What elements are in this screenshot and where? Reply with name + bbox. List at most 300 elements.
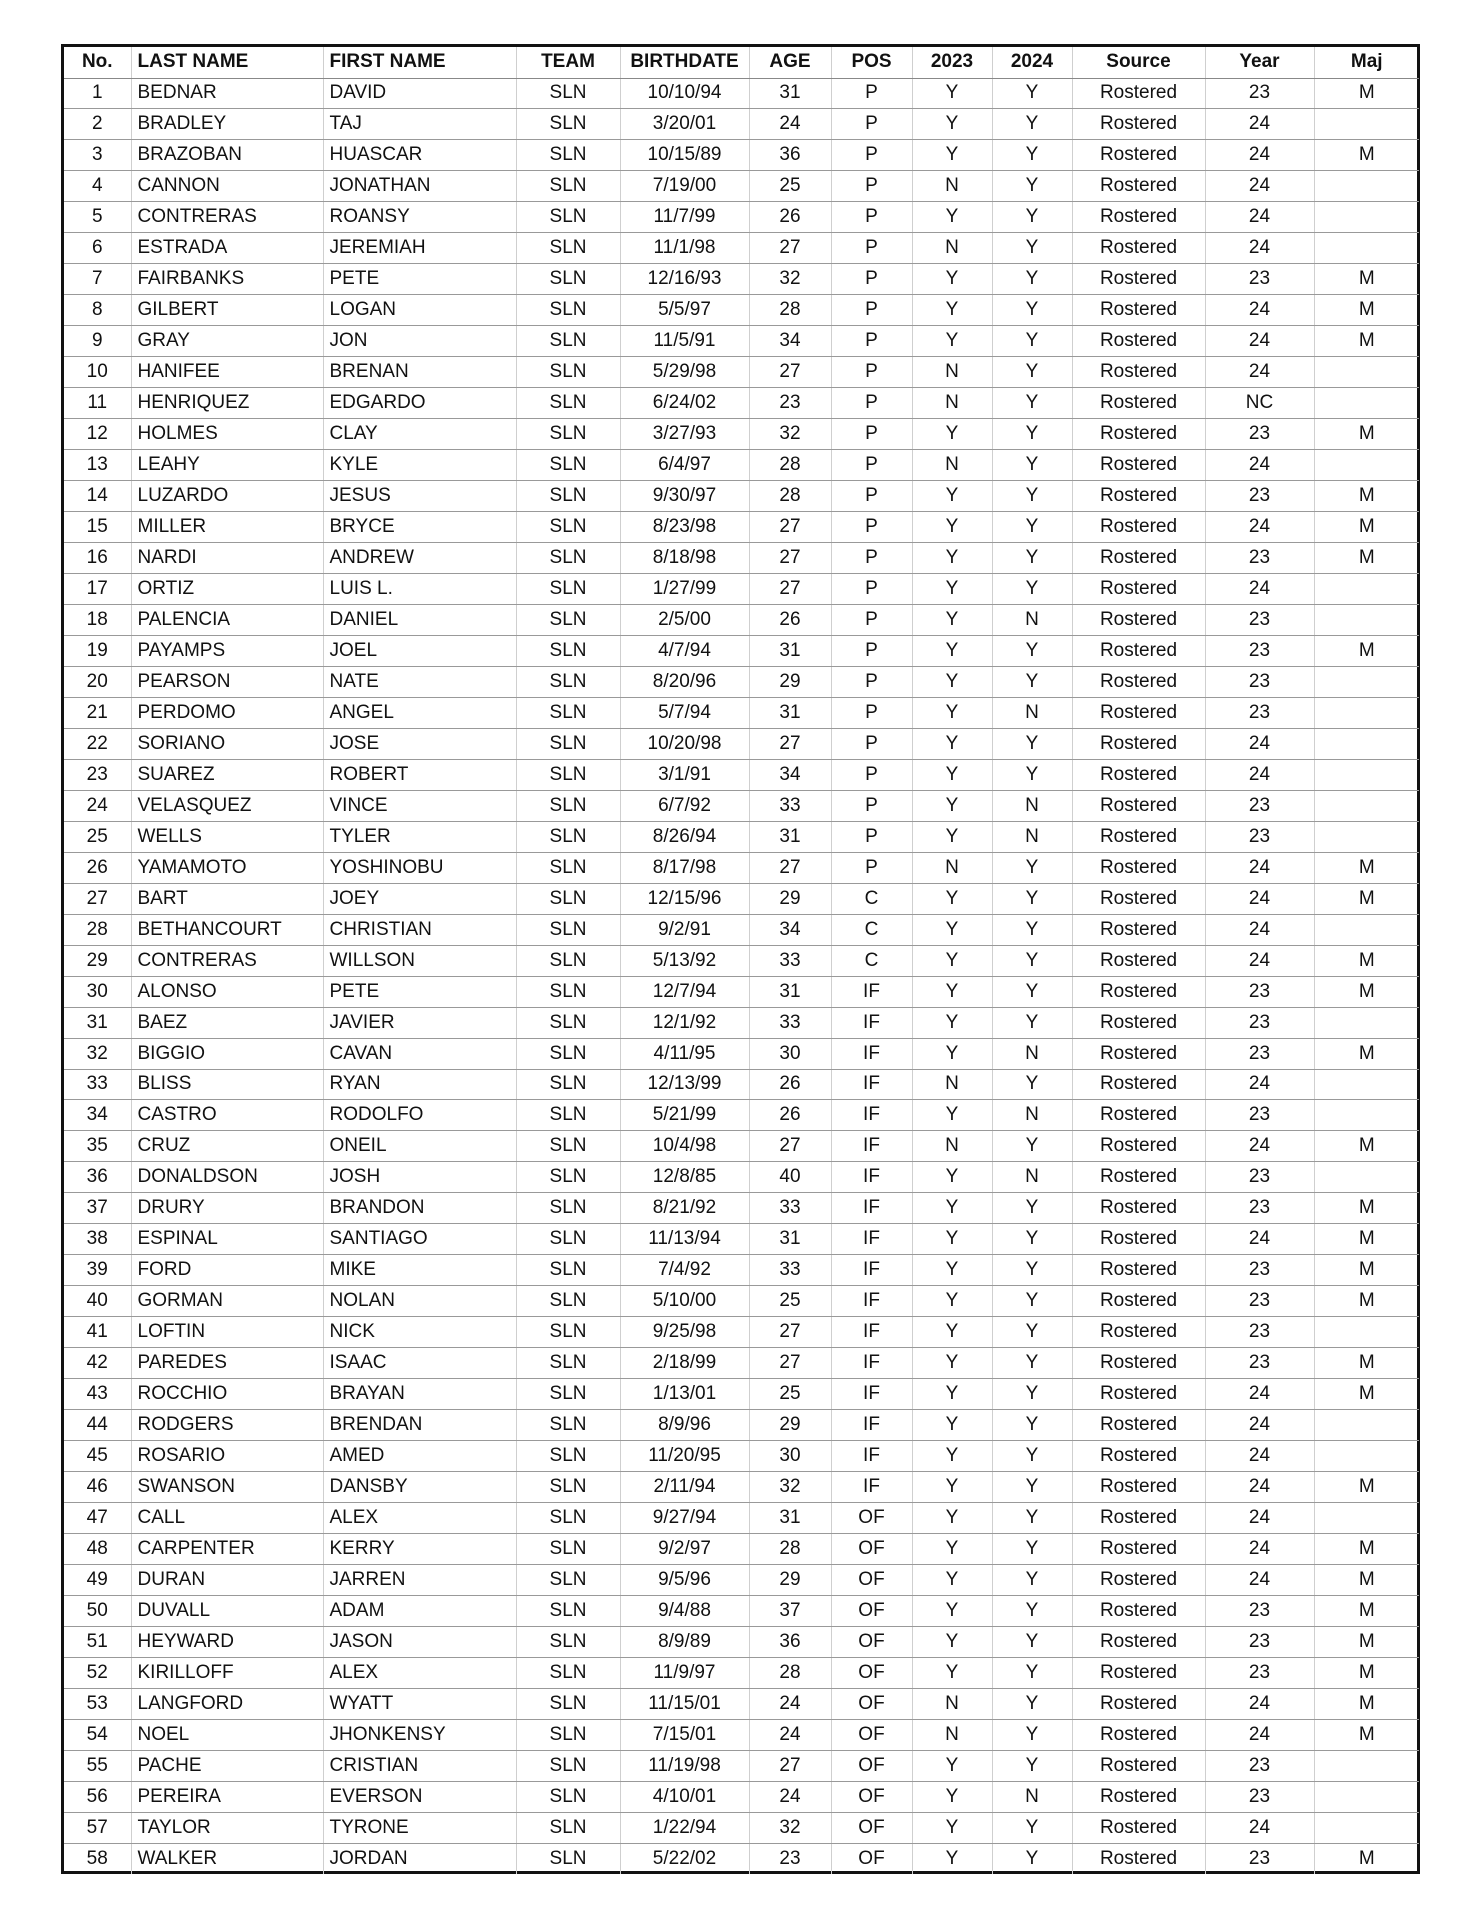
- cell-source: Rostered: [1072, 1224, 1205, 1255]
- cell-team: SLN: [516, 1565, 620, 1596]
- cell-no: 18: [64, 604, 131, 635]
- table-row: [64, 1317, 1419, 1348]
- cell-first-name: ALEX: [323, 1503, 516, 1534]
- cell-last-name: ROCCHIO: [131, 1379, 323, 1410]
- cell-maj: [1314, 1441, 1419, 1472]
- cell-2024: Y: [992, 326, 1072, 357]
- cell-2024: Y: [992, 1410, 1072, 1441]
- cell-source: Rostered: [1072, 1688, 1205, 1719]
- cell-first-name: CHRISTIAN: [323, 914, 516, 945]
- cell-first-name: ANGEL: [323, 697, 516, 728]
- cell-no: 30: [64, 976, 131, 1007]
- cell-source: Rostered: [1072, 852, 1205, 883]
- cell-birthdate: 2/18/99: [620, 1348, 749, 1379]
- cell-age: 24: [749, 109, 831, 140]
- cell-2024: Y: [992, 1007, 1072, 1038]
- cell-year: 23: [1205, 1286, 1314, 1317]
- cell-maj: M: [1314, 1534, 1419, 1565]
- cell-pos: OF: [831, 1719, 912, 1750]
- cell-pos: P: [831, 171, 912, 202]
- cell-pos: OF: [831, 1565, 912, 1596]
- roster-body: [64, 78, 1419, 1874]
- header-team: TEAM: [516, 47, 620, 78]
- cell-no: 1: [64, 78, 131, 109]
- cell-age: 33: [749, 945, 831, 976]
- cell-2024: Y: [992, 1812, 1072, 1843]
- header-first-name: FIRST NAME: [323, 47, 516, 78]
- cell-age: 32: [749, 419, 831, 450]
- cell-2023: Y: [912, 1007, 992, 1038]
- cell-age: 28: [749, 295, 831, 326]
- cell-last-name: DRURY: [131, 1193, 323, 1224]
- cell-year: 24: [1205, 1688, 1314, 1719]
- cell-age: 32: [749, 1812, 831, 1843]
- cell-2023: Y: [912, 543, 992, 574]
- cell-2024: Y: [992, 1688, 1072, 1719]
- cell-source: Rostered: [1072, 78, 1205, 109]
- cell-age: 28: [749, 481, 831, 512]
- cell-2024: N: [992, 1162, 1072, 1193]
- cell-maj: M: [1314, 264, 1419, 295]
- cell-2024: Y: [992, 1565, 1072, 1596]
- cell-team: SLN: [516, 1503, 620, 1534]
- cell-first-name: DAVID: [323, 78, 516, 109]
- cell-pos: IF: [831, 1069, 912, 1100]
- cell-team: SLN: [516, 666, 620, 697]
- cell-2023: Y: [912, 202, 992, 233]
- cell-age: 26: [749, 604, 831, 635]
- table-row: [64, 728, 1419, 759]
- cell-age: 30: [749, 1441, 831, 1472]
- cell-first-name: LOGAN: [323, 295, 516, 326]
- cell-last-name: CRUZ: [131, 1131, 323, 1162]
- cell-no: 57: [64, 1812, 131, 1843]
- cell-age: 27: [749, 1317, 831, 1348]
- cell-first-name: EDGARDO: [323, 388, 516, 419]
- cell-no: 55: [64, 1750, 131, 1781]
- header-maj: Maj: [1314, 47, 1419, 78]
- cell-2023: N: [912, 450, 992, 481]
- cell-year: 23: [1205, 1843, 1314, 1874]
- cell-first-name: NICK: [323, 1317, 516, 1348]
- cell-2024: Y: [992, 357, 1072, 388]
- cell-first-name: MIKE: [323, 1255, 516, 1286]
- cell-no: 45: [64, 1441, 131, 1472]
- cell-last-name: ESPINAL: [131, 1224, 323, 1255]
- cell-team: SLN: [516, 109, 620, 140]
- cell-pos: P: [831, 78, 912, 109]
- cell-first-name: KYLE: [323, 450, 516, 481]
- cell-maj: M: [1314, 1224, 1419, 1255]
- cell-year: 24: [1205, 852, 1314, 883]
- cell-2024: Y: [992, 945, 1072, 976]
- cell-last-name: SUAREZ: [131, 759, 323, 790]
- cell-year: 23: [1205, 78, 1314, 109]
- cell-pos: IF: [831, 1162, 912, 1193]
- cell-last-name: PEARSON: [131, 666, 323, 697]
- table-row: [64, 171, 1419, 202]
- cell-maj: M: [1314, 1379, 1419, 1410]
- cell-2023: Y: [912, 821, 992, 852]
- cell-pos: P: [831, 666, 912, 697]
- cell-year: 23: [1205, 1255, 1314, 1286]
- cell-source: Rostered: [1072, 326, 1205, 357]
- table-row: [64, 574, 1419, 605]
- cell-last-name: CANNON: [131, 171, 323, 202]
- cell-source: Rostered: [1072, 1534, 1205, 1565]
- table-row: [64, 976, 1419, 1007]
- cell-team: SLN: [516, 1719, 620, 1750]
- header-age: AGE: [749, 47, 831, 78]
- cell-no: 51: [64, 1626, 131, 1657]
- cell-birthdate: 11/5/91: [620, 326, 749, 357]
- cell-age: 32: [749, 264, 831, 295]
- cell-no: 26: [64, 852, 131, 883]
- cell-year: 24: [1205, 109, 1314, 140]
- cell-first-name: TYRONE: [323, 1812, 516, 1843]
- cell-first-name: PETE: [323, 264, 516, 295]
- cell-age: 27: [749, 852, 831, 883]
- cell-team: SLN: [516, 976, 620, 1007]
- cell-year: 23: [1205, 1348, 1314, 1379]
- cell-source: Rostered: [1072, 481, 1205, 512]
- cell-pos: OF: [831, 1595, 912, 1626]
- cell-2024: Y: [992, 233, 1072, 264]
- cell-pos: P: [831, 326, 912, 357]
- cell-pos: IF: [831, 976, 912, 1007]
- cell-2024: N: [992, 790, 1072, 821]
- cell-year: 23: [1205, 1007, 1314, 1038]
- cell-team: SLN: [516, 883, 620, 914]
- cell-year: 24: [1205, 512, 1314, 543]
- cell-source: Rostered: [1072, 1100, 1205, 1131]
- cell-maj: [1314, 666, 1419, 697]
- cell-year: 23: [1205, 1193, 1314, 1224]
- cell-last-name: NOEL: [131, 1719, 323, 1750]
- cell-pos: P: [831, 295, 912, 326]
- cell-birthdate: 11/13/94: [620, 1224, 749, 1255]
- cell-pos: IF: [831, 1472, 912, 1503]
- cell-2024: Y: [992, 1379, 1072, 1410]
- cell-last-name: RODGERS: [131, 1410, 323, 1441]
- table-row: [64, 1565, 1419, 1596]
- table-row: [64, 1379, 1419, 1410]
- cell-2024: Y: [992, 481, 1072, 512]
- cell-first-name: JOSE: [323, 728, 516, 759]
- cell-first-name: CRISTIAN: [323, 1750, 516, 1781]
- cell-year: 23: [1205, 635, 1314, 666]
- cell-birthdate: 5/13/92: [620, 945, 749, 976]
- cell-source: Rostered: [1072, 264, 1205, 295]
- cell-first-name: JESUS: [323, 481, 516, 512]
- cell-age: 36: [749, 140, 831, 171]
- cell-2024: Y: [992, 295, 1072, 326]
- cell-pos: IF: [831, 1255, 912, 1286]
- cell-team: SLN: [516, 1100, 620, 1131]
- cell-no: 22: [64, 728, 131, 759]
- cell-team: SLN: [516, 1193, 620, 1224]
- cell-pos: P: [831, 419, 912, 450]
- cell-team: SLN: [516, 78, 620, 109]
- cell-first-name: LUIS L.: [323, 574, 516, 605]
- cell-birthdate: 2/11/94: [620, 1472, 749, 1503]
- table-row: [64, 1193, 1419, 1224]
- cell-age: 33: [749, 790, 831, 821]
- table-row: [64, 914, 1419, 945]
- cell-pos: OF: [831, 1750, 912, 1781]
- cell-year: 23: [1205, 1038, 1314, 1069]
- cell-first-name: JASON: [323, 1626, 516, 1657]
- cell-no: 24: [64, 790, 131, 821]
- cell-source: Rostered: [1072, 202, 1205, 233]
- cell-first-name: VINCE: [323, 790, 516, 821]
- table-row: [64, 357, 1419, 388]
- cell-team: SLN: [516, 1472, 620, 1503]
- cell-2024: Y: [992, 976, 1072, 1007]
- cell-year: 24: [1205, 1131, 1314, 1162]
- cell-year: 24: [1205, 1565, 1314, 1596]
- cell-last-name: CONTRERAS: [131, 945, 323, 976]
- cell-no: 28: [64, 914, 131, 945]
- cell-team: SLN: [516, 1007, 620, 1038]
- cell-no: 5: [64, 202, 131, 233]
- cell-team: SLN: [516, 450, 620, 481]
- cell-age: 27: [749, 728, 831, 759]
- cell-age: 25: [749, 1286, 831, 1317]
- cell-2023: N: [912, 1069, 992, 1100]
- table-row: [64, 1224, 1419, 1255]
- cell-source: Rostered: [1072, 1131, 1205, 1162]
- cell-2023: Y: [912, 1843, 992, 1874]
- cell-pos: P: [831, 233, 912, 264]
- cell-maj: M: [1314, 1038, 1419, 1069]
- cell-age: 24: [749, 1781, 831, 1812]
- cell-year: 24: [1205, 759, 1314, 790]
- cell-team: SLN: [516, 1595, 620, 1626]
- cell-source: Rostered: [1072, 388, 1205, 419]
- cell-last-name: GORMAN: [131, 1286, 323, 1317]
- cell-maj: M: [1314, 1843, 1419, 1874]
- table-row: [64, 1162, 1419, 1193]
- cell-no: 40: [64, 1286, 131, 1317]
- cell-source: Rostered: [1072, 1162, 1205, 1193]
- cell-maj: M: [1314, 1719, 1419, 1750]
- cell-2024: Y: [992, 109, 1072, 140]
- cell-last-name: LUZARDO: [131, 481, 323, 512]
- cell-2023: Y: [912, 976, 992, 1007]
- cell-age: 29: [749, 1410, 831, 1441]
- cell-first-name: ALEX: [323, 1657, 516, 1688]
- cell-maj: [1314, 1410, 1419, 1441]
- cell-2023: Y: [912, 1224, 992, 1255]
- cell-age: 31: [749, 78, 831, 109]
- cell-source: Rostered: [1072, 1069, 1205, 1100]
- cell-2023: Y: [912, 481, 992, 512]
- cell-2024: Y: [992, 1441, 1072, 1472]
- cell-2023: N: [912, 233, 992, 264]
- cell-2023: Y: [912, 140, 992, 171]
- cell-2024: Y: [992, 140, 1072, 171]
- cell-age: 32: [749, 1472, 831, 1503]
- cell-pos: P: [831, 512, 912, 543]
- cell-first-name: NATE: [323, 666, 516, 697]
- cell-maj: M: [1314, 945, 1419, 976]
- cell-first-name: BRENAN: [323, 357, 516, 388]
- cell-maj: [1314, 388, 1419, 419]
- cell-birthdate: 4/10/01: [620, 1781, 749, 1812]
- cell-team: SLN: [516, 574, 620, 605]
- header-birthdate: BIRTHDATE: [620, 47, 749, 78]
- cell-no: 52: [64, 1657, 131, 1688]
- cell-team: SLN: [516, 202, 620, 233]
- cell-first-name: HUASCAR: [323, 140, 516, 171]
- cell-age: 31: [749, 697, 831, 728]
- cell-birthdate: 9/4/88: [620, 1595, 749, 1626]
- cell-age: 31: [749, 635, 831, 666]
- cell-source: Rostered: [1072, 976, 1205, 1007]
- cell-maj: M: [1314, 512, 1419, 543]
- cell-birthdate: 5/7/94: [620, 697, 749, 728]
- cell-pos: P: [831, 481, 912, 512]
- cell-source: Rostered: [1072, 543, 1205, 574]
- cell-last-name: BAEZ: [131, 1007, 323, 1038]
- cell-2024: Y: [992, 1255, 1072, 1286]
- cell-2024: N: [992, 697, 1072, 728]
- cell-pos: IF: [831, 1379, 912, 1410]
- cell-year: 23: [1205, 1162, 1314, 1193]
- cell-last-name: HANIFEE: [131, 357, 323, 388]
- cell-age: 31: [749, 976, 831, 1007]
- cell-pos: OF: [831, 1657, 912, 1688]
- cell-first-name: JOSH: [323, 1162, 516, 1193]
- cell-pos: P: [831, 728, 912, 759]
- cell-pos: P: [831, 388, 912, 419]
- cell-maj: M: [1314, 1595, 1419, 1626]
- cell-source: Rostered: [1072, 1750, 1205, 1781]
- cell-year: 24: [1205, 1379, 1314, 1410]
- cell-2024: N: [992, 1100, 1072, 1131]
- cell-birthdate: 11/7/99: [620, 202, 749, 233]
- cell-no: 10: [64, 357, 131, 388]
- table-row: [64, 1503, 1419, 1534]
- cell-first-name: WYATT: [323, 1688, 516, 1719]
- cell-age: 24: [749, 1688, 831, 1719]
- cell-maj: [1314, 790, 1419, 821]
- cell-birthdate: 7/19/00: [620, 171, 749, 202]
- cell-2023: Y: [912, 1286, 992, 1317]
- cell-first-name: ONEIL: [323, 1131, 516, 1162]
- cell-team: SLN: [516, 140, 620, 171]
- cell-age: 25: [749, 1379, 831, 1410]
- cell-2024: Y: [992, 759, 1072, 790]
- table-row: [64, 945, 1419, 976]
- cell-team: SLN: [516, 1750, 620, 1781]
- table-row: [64, 1534, 1419, 1565]
- cell-age: 27: [749, 357, 831, 388]
- cell-year: 23: [1205, 976, 1314, 1007]
- cell-birthdate: 11/20/95: [620, 1441, 749, 1472]
- cell-birthdate: 11/9/97: [620, 1657, 749, 1688]
- cell-maj: [1314, 357, 1419, 388]
- cell-source: Rostered: [1072, 1193, 1205, 1224]
- cell-no: 34: [64, 1100, 131, 1131]
- cell-year: 24: [1205, 1224, 1314, 1255]
- cell-pos: P: [831, 357, 912, 388]
- cell-year: 23: [1205, 1317, 1314, 1348]
- cell-maj: [1314, 604, 1419, 635]
- cell-birthdate: 11/1/98: [620, 233, 749, 264]
- cell-first-name: KERRY: [323, 1534, 516, 1565]
- cell-birthdate: 9/2/91: [620, 914, 749, 945]
- table-row: [64, 1038, 1419, 1069]
- cell-2023: N: [912, 388, 992, 419]
- table-row: [64, 790, 1419, 821]
- cell-year: 24: [1205, 574, 1314, 605]
- cell-maj: M: [1314, 1131, 1419, 1162]
- cell-maj: M: [1314, 1472, 1419, 1503]
- cell-2024: Y: [992, 1224, 1072, 1255]
- cell-maj: [1314, 759, 1419, 790]
- cell-team: SLN: [516, 852, 620, 883]
- cell-last-name: ORTIZ: [131, 574, 323, 605]
- cell-pos: P: [831, 450, 912, 481]
- cell-2023: N: [912, 1131, 992, 1162]
- cell-2023: Y: [912, 1657, 992, 1688]
- cell-2024: Y: [992, 450, 1072, 481]
- cell-team: SLN: [516, 1348, 620, 1379]
- table-row: [64, 697, 1419, 728]
- cell-age: 40: [749, 1162, 831, 1193]
- cell-pos: P: [831, 109, 912, 140]
- cell-pos: IF: [831, 1224, 912, 1255]
- cell-year: 24: [1205, 1503, 1314, 1534]
- cell-age: 34: [749, 326, 831, 357]
- cell-birthdate: 4/11/95: [620, 1038, 749, 1069]
- cell-maj: M: [1314, 635, 1419, 666]
- cell-birthdate: 8/23/98: [620, 512, 749, 543]
- cell-no: 44: [64, 1410, 131, 1441]
- cell-team: SLN: [516, 604, 620, 635]
- cell-birthdate: 12/7/94: [620, 976, 749, 1007]
- cell-last-name: GILBERT: [131, 295, 323, 326]
- cell-2023: Y: [912, 1038, 992, 1069]
- cell-pos: P: [831, 821, 912, 852]
- cell-age: 29: [749, 883, 831, 914]
- cell-2024: Y: [992, 666, 1072, 697]
- header-year: Year: [1205, 47, 1314, 78]
- cell-first-name: AMED: [323, 1441, 516, 1472]
- cell-2024: Y: [992, 1719, 1072, 1750]
- cell-pos: P: [831, 635, 912, 666]
- cell-first-name: JHONKENSY: [323, 1719, 516, 1750]
- cell-pos: P: [831, 543, 912, 574]
- table-row: [64, 1410, 1419, 1441]
- cell-last-name: BRADLEY: [131, 109, 323, 140]
- cell-2023: Y: [912, 790, 992, 821]
- cell-maj: M: [1314, 481, 1419, 512]
- cell-birthdate: 7/4/92: [620, 1255, 749, 1286]
- cell-2024: Y: [992, 1657, 1072, 1688]
- cell-source: Rostered: [1072, 697, 1205, 728]
- cell-team: SLN: [516, 759, 620, 790]
- cell-pos: IF: [831, 1007, 912, 1038]
- cell-2024: Y: [992, 512, 1072, 543]
- cell-2023: Y: [912, 1100, 992, 1131]
- table-row: [64, 419, 1419, 450]
- cell-birthdate: 1/22/94: [620, 1812, 749, 1843]
- cell-2024: Y: [992, 1317, 1072, 1348]
- cell-maj: [1314, 1100, 1419, 1131]
